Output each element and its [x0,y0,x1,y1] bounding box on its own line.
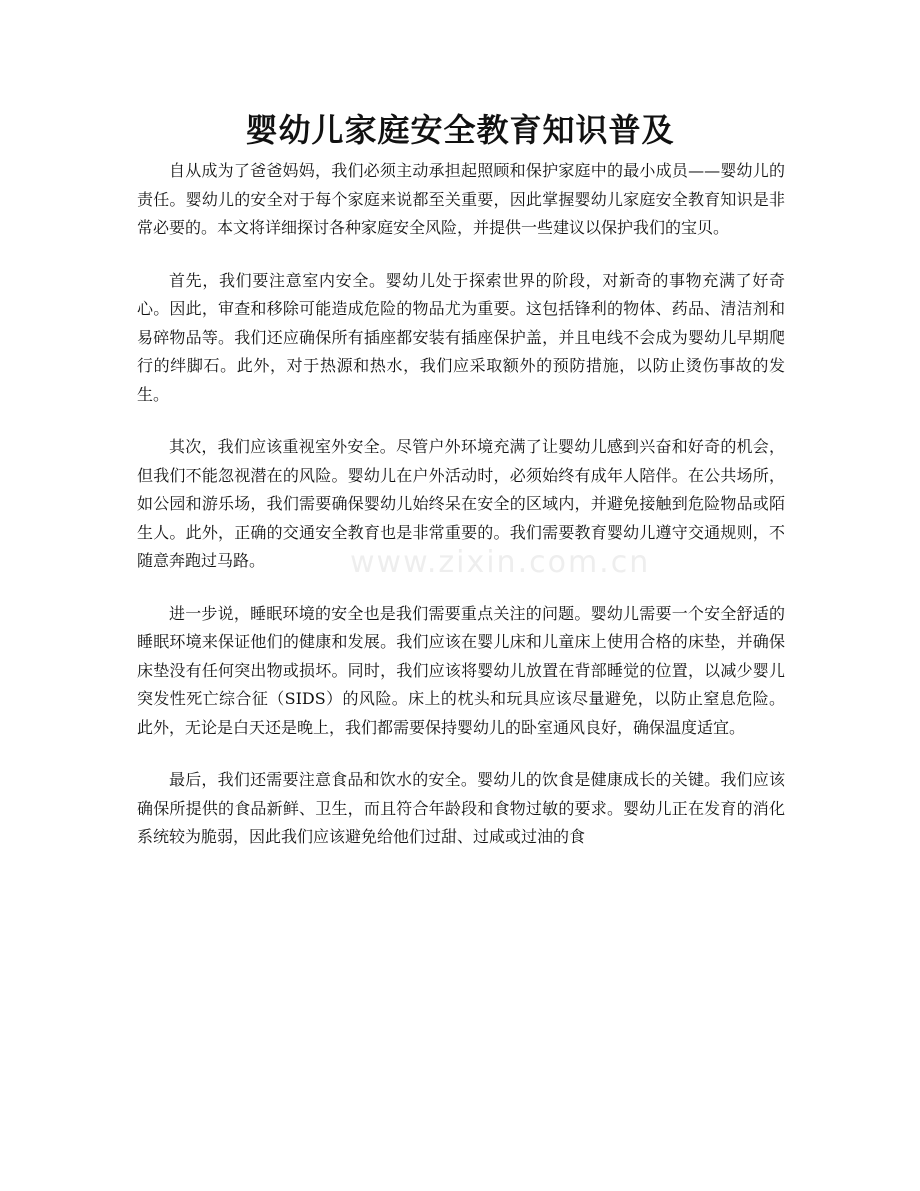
paragraph-intro: 自从成为了爸爸妈妈，我们必须主动承担起照顾和保护家庭中的最小成员——婴幼儿的责任。婴幼儿的安全对于每个家庭来说都至关重要，因此掌握婴幼儿家庭安全教育知识是非常必要的。本文将详细探讨各种家庭安全风险，并提供一些建议以保护我们的宝贝。 [137,161,785,237]
paragraph-outdoor-safety: 其次，我们应该重视室外安全。尽管户外环境充满了让婴幼儿感到兴奋和好奇的机会，但我们不能忽视潜在的风险。婴幼儿在户外活动时，必须始终有成年人陪伴。在公共场所，如公园和游乐场，我们需要确保婴幼儿始终呆在安全的区域内，并避免接触到危险物品或陌生人。此外，正确的交通安全教育也是非常重要的。我们需要教育婴幼儿遵守交通规则，不随意奔跑过马路。 [137,437,785,570]
watermark-text: www.zixin.com.cn [350,545,651,580]
paragraph-indoor-safety: 首先，我们要注意室内安全。婴幼儿处于探索世界的阶段，对新奇的事物充满了好奇心。因此，审查和移除可能造成危险的物品尤为重要。这包括锋利的物体、药品、清洁剂和易碎物品等。我们还应确保所有插座都安装有插座保护盖，并且电线不会成为婴幼儿早期爬行的绊脚石。此外，对于热源和热水，我们应采取额外的预防措施，以防止烫伤事故的发生。 [137,270,785,404]
document-title: 婴幼儿家庭安全教育知识普及 [245,111,675,149]
paragraph-food-safety: 最后，我们还需要注意食品和饮水的安全。婴幼儿的饮食是健康成长的关键。我们应该确保所提供的食品新鲜、卫生，而且符合年龄段和食物过敏的要求。婴幼儿正在发育的消化系统较为脆弱，因此我们应该避免给他们过甜、过咸或过油的食 [137,770,785,846]
paragraph-sleep-safety: 进一步说，睡眠环境的安全也是我们需要重点关注的问题。婴幼儿需要一个安全舒适的睡眠环境来保证他们的健康和发展。我们应该在婴儿床和儿童床上使用合格的床垫，并确保床垫没有任何突出物或损坏。同时，我们应该将婴幼儿放置在背部睡觉的位置，以减少婴儿突发性死亡综合征（SIDS）的风险。床上的枕头和玩具应该尽量避免，以防止窒息危险。此外，无论是白天还是晚上，我们都需要保持婴幼儿的卧室通风良好，确保温度适宜。 [137,603,785,737]
document-body [137,157,785,876]
